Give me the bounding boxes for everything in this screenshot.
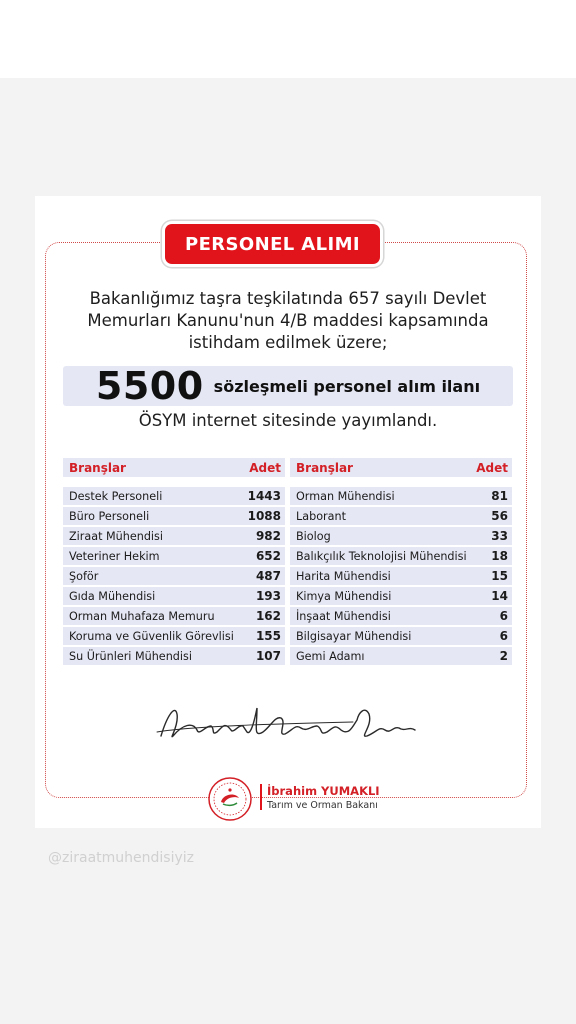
table-row xyxy=(63,627,285,645)
branch-count: 1088 xyxy=(247,509,281,523)
branch-count: 6 xyxy=(499,629,508,643)
branch-count: 487 xyxy=(255,569,281,583)
table-row xyxy=(290,507,512,525)
top-strip xyxy=(0,0,576,78)
table-header xyxy=(290,458,512,477)
branch-count: 15 xyxy=(491,569,508,583)
branch-name: Kimya Mühendisi xyxy=(296,589,392,603)
minister-title: Tarım ve Orman Bakanı xyxy=(267,800,378,811)
branch-count: 6 xyxy=(499,609,508,623)
branch-name: Destek Personeli xyxy=(69,489,163,503)
table-row xyxy=(63,507,285,525)
table-row xyxy=(63,587,285,605)
divider xyxy=(260,784,262,810)
table-row xyxy=(290,647,512,665)
branch-name: Şoför xyxy=(69,569,99,583)
table-row xyxy=(290,627,512,645)
highlight-number: 5500 xyxy=(95,364,204,408)
branch-name: Ziraat Mühendisi xyxy=(69,529,163,543)
branch-count: 193 xyxy=(255,589,281,603)
intro-text: Bakanlığımız taşra teşkilatında 657 sayılı Devlet Memurları Kanunu'nun 4/B maddesi kapsamında istihdam edilmek üzere; xyxy=(87,289,489,352)
branch-name: Su Ürünleri Mühendisi xyxy=(69,649,192,663)
branch-count: 2 xyxy=(499,649,508,663)
minister-block xyxy=(267,784,380,811)
table-row xyxy=(63,547,285,565)
branch-count: 652 xyxy=(255,549,281,563)
signature-image xyxy=(153,696,423,752)
published-text: ÖSYM internet sitesinde yayımlandı. xyxy=(138,411,438,430)
announcement-card xyxy=(35,196,541,828)
branch-name: Veteriner Hekim xyxy=(69,549,160,563)
branch-name: Laborant xyxy=(296,509,346,523)
table-row xyxy=(63,567,285,585)
branch-name: Orman Muhafaza Memuru xyxy=(69,609,215,623)
ministry-emblem-icon xyxy=(207,776,253,822)
table-row xyxy=(63,527,285,545)
table-row xyxy=(290,547,512,565)
branch-name: Balıkçılık Teknolojisi Mühendisi xyxy=(296,549,467,563)
branch-count: 982 xyxy=(255,529,281,543)
table-header xyxy=(63,458,285,477)
branch-table-right xyxy=(290,458,512,667)
highlight-bar xyxy=(63,366,513,406)
branch-name: Orman Mühendisi xyxy=(296,489,395,503)
minister-name: İbrahim YUMAKLI xyxy=(267,784,380,798)
table-row xyxy=(63,487,285,505)
branch-name: Gıda Mühendisi xyxy=(69,589,156,603)
branch-count: 56 xyxy=(491,509,508,523)
table-row xyxy=(63,607,285,625)
branch-count: 162 xyxy=(255,609,281,623)
branch-count: 107 xyxy=(255,649,281,663)
header-count: Adet xyxy=(476,460,508,475)
branch-name: İnşaat Mühendisi xyxy=(296,609,391,623)
header-count: Adet xyxy=(249,460,281,475)
branch-count: 81 xyxy=(491,489,508,503)
header-branch: Branşlar xyxy=(69,460,126,475)
branch-count: 18 xyxy=(491,549,508,563)
branch-name: Büro Personeli xyxy=(69,509,150,523)
table-row xyxy=(63,647,285,665)
branch-name: Bilgisayar Mühendisi xyxy=(296,629,412,643)
branch-count: 155 xyxy=(255,629,281,643)
watermark-handle: @ziraatmuhendisiyiz xyxy=(48,850,194,866)
branch-name: Gemi Adamı xyxy=(296,649,365,663)
branch-table-left xyxy=(63,458,285,667)
page-title: PERSONEL ALIMI xyxy=(165,224,380,264)
header-branch: Branşlar xyxy=(296,460,353,475)
branch-count: 14 xyxy=(491,589,508,603)
branch-count: 33 xyxy=(491,529,508,543)
table-row xyxy=(290,587,512,605)
table-row xyxy=(290,527,512,545)
branch-name: Biolog xyxy=(296,529,331,543)
table-row xyxy=(290,567,512,585)
branch-name: Koruma ve Güvenlik Görevlisi xyxy=(69,629,234,643)
table-row xyxy=(290,607,512,625)
highlight-text: sözleşmeli personel alım ilanı xyxy=(213,376,481,396)
branch-count: 1443 xyxy=(247,489,281,503)
table-row xyxy=(290,487,512,505)
branch-name: Harita Mühendisi xyxy=(296,569,391,583)
